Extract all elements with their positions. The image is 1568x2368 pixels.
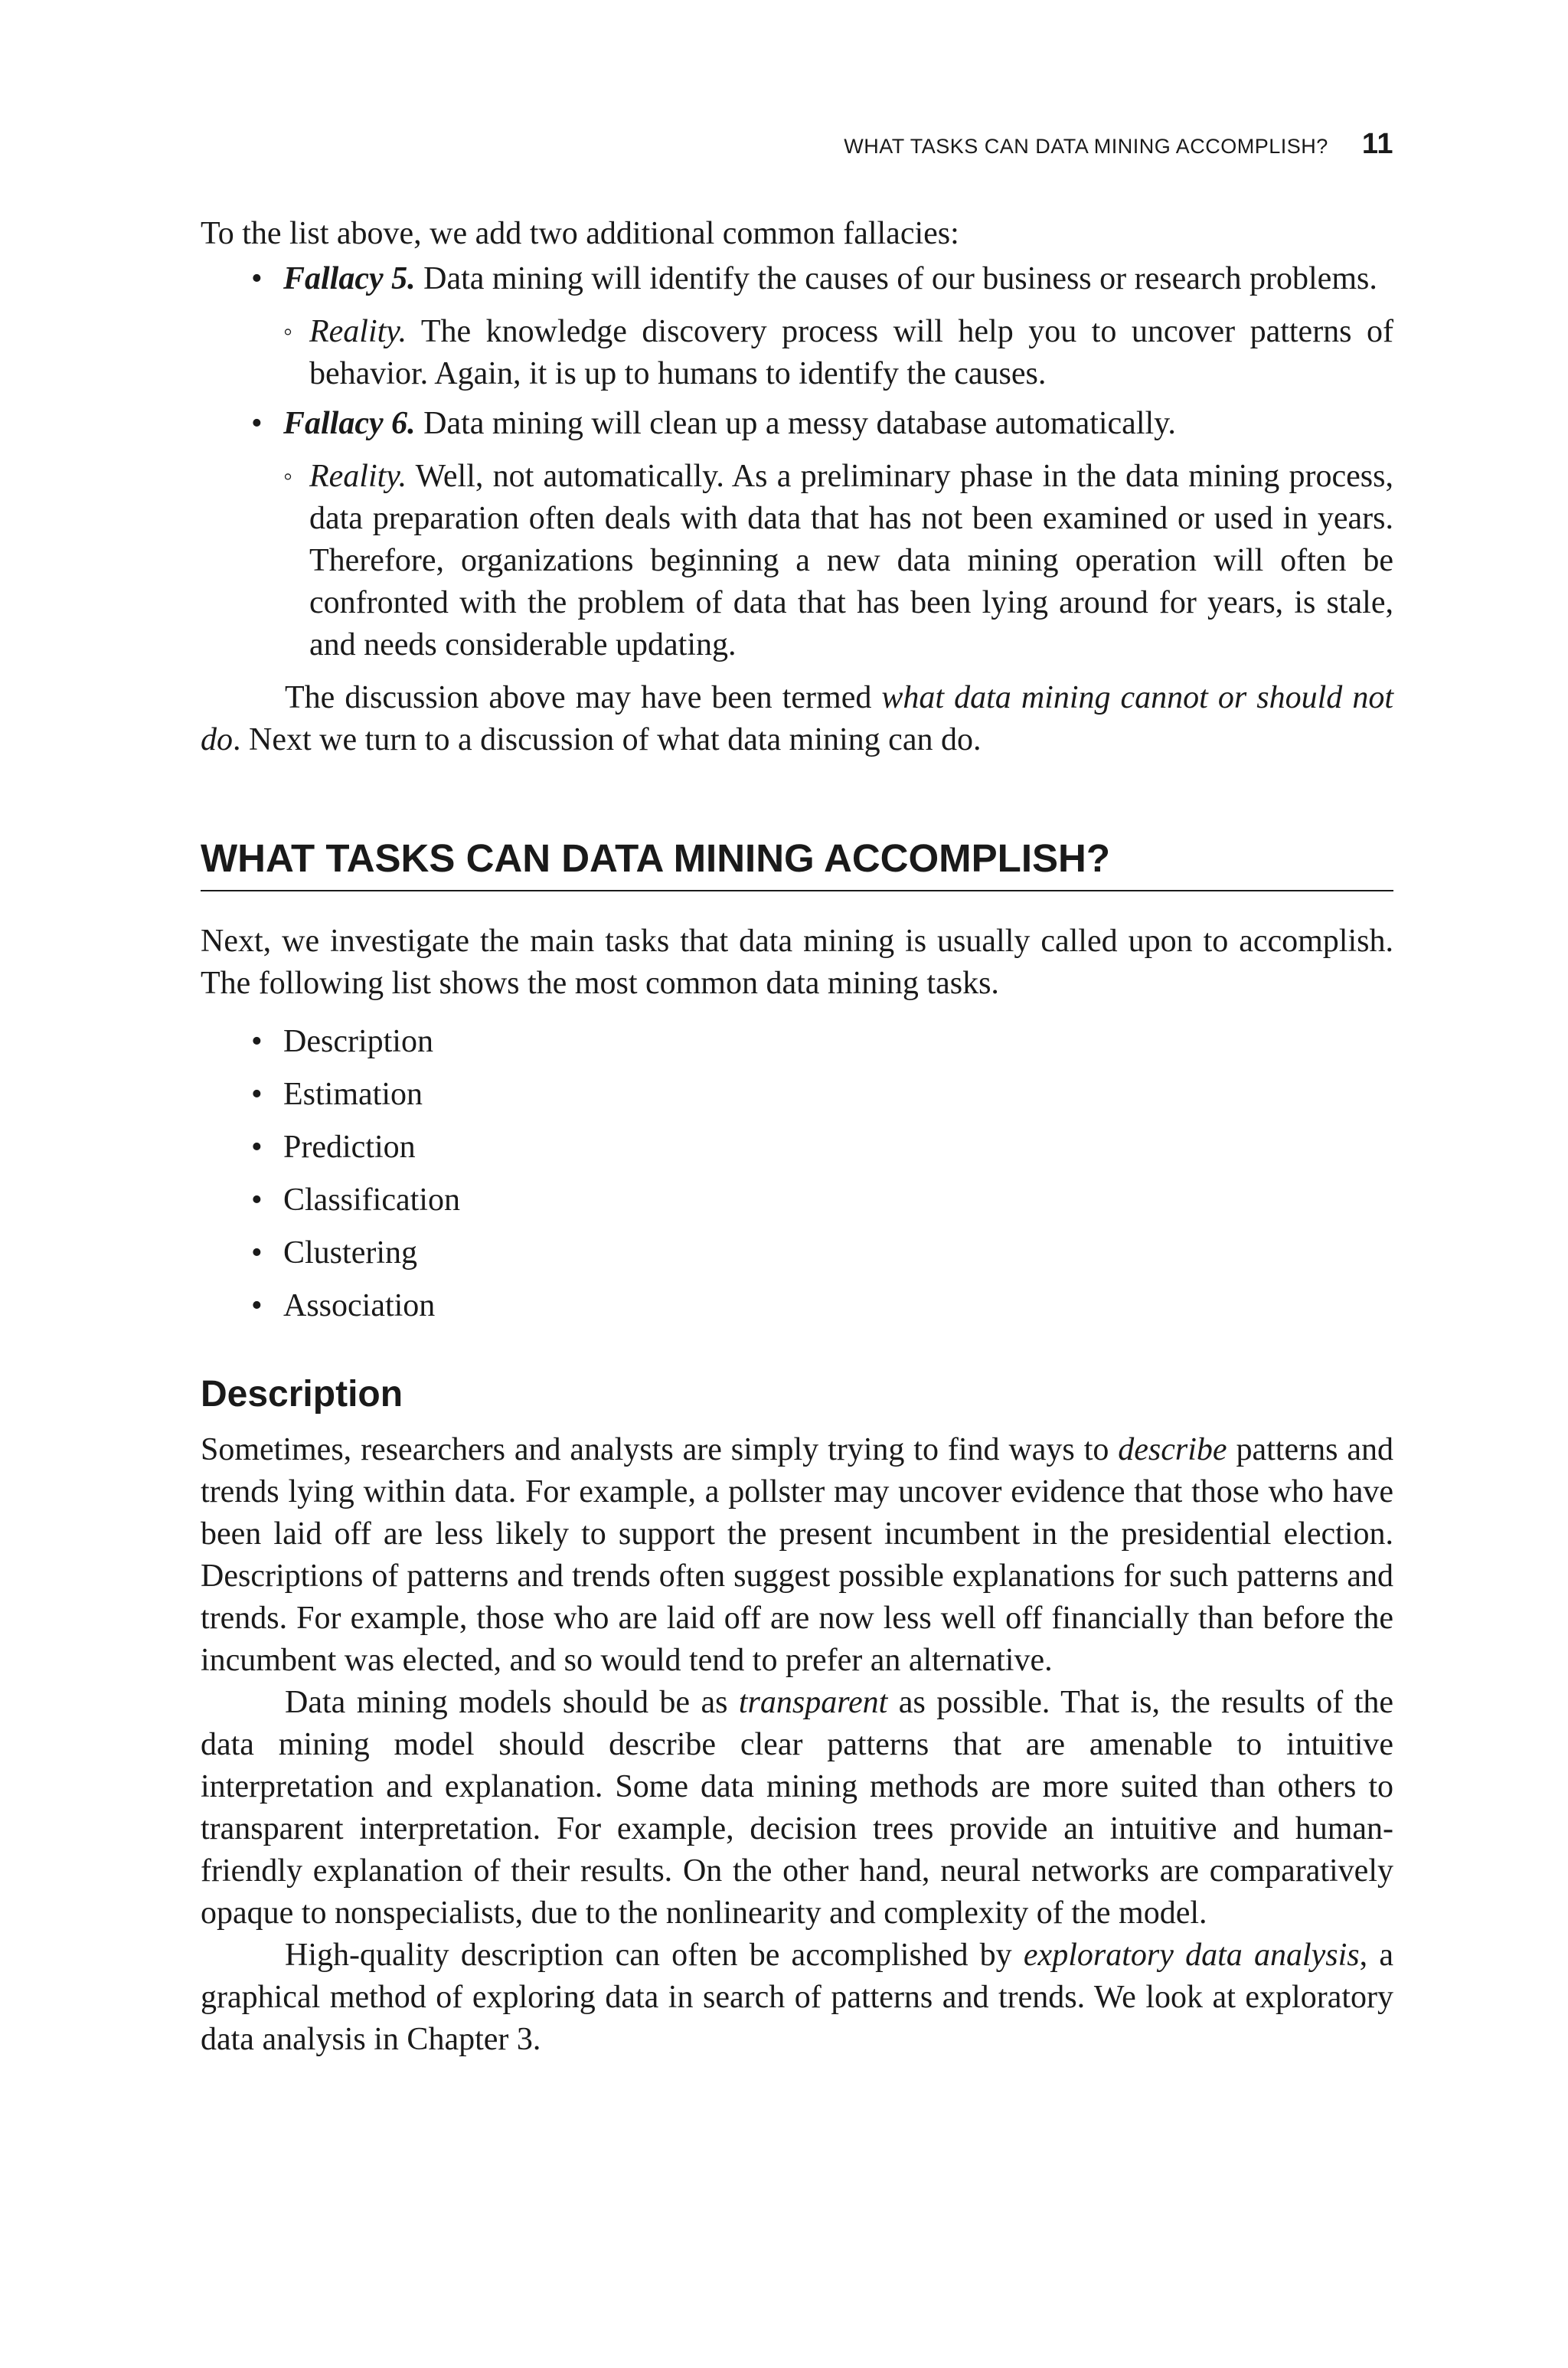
- reality-text: The knowledge discovery process will help you to uncover patterns of behavior. Again, it is up to humans to identify the causes.: [309, 314, 1393, 391]
- reality-text: Well, not automatically. As a preliminary phase in the data mining process, data preparation often deals with data that has not been examined or used in years. Therefore, organizations beginning a new data mining operation will often be confronted with the problem of data that has been lying around for years, is stale, and needs considerable updating.: [309, 459, 1393, 662]
- fallacies-intro: To the list above, we add two additional common fallacies:: [201, 216, 959, 251]
- task-item: • Estimation: [251, 1068, 1393, 1121]
- reality-label: Reality.: [309, 459, 407, 494]
- emphasis-transparent: transparent: [738, 1685, 888, 1720]
- emphasis-describe: describe: [1118, 1432, 1227, 1467]
- discussion-paragraph: The discussion above may have been termed what data mining cannot or should not do. Next we turn to a discussion of what data mining can do.: [201, 680, 1394, 757]
- subsection-heading: Description: [201, 1374, 403, 1415]
- task-list: [251, 1016, 1393, 1333]
- page-number: 11: [1361, 128, 1393, 160]
- task-item: • Clustering: [251, 1227, 1393, 1280]
- fallacy-item: [251, 258, 1393, 395]
- reality-list: [283, 456, 1393, 666]
- fallacy-label: Fallacy 5.: [283, 261, 416, 296]
- task-item: • Prediction: [251, 1121, 1393, 1174]
- reality-list: [283, 311, 1393, 395]
- section-heading: WHAT TASKS CAN DATA MINING ACCOMPLISH?: [201, 833, 1393, 891]
- description-paragraph-1: Sometimes, researchers and analysts are simply trying to find ways to describe patterns and trends lying within data. For example, a pollster may uncover evidence that those who have been laid off are less likely to support the present incumbent in the presidential election. Descriptions of patterns and trends often suggest possible explanations for such patterns and trends. For example, those who are laid off are now less well off financially than before the incumbent was elected, and so would tend to prefer an alternative.: [201, 1432, 1393, 1678]
- running-head-title: WHAT TASKS CAN DATA MINING ACCOMPLISH?: [844, 135, 1328, 158]
- reality-item: [283, 311, 1393, 395]
- running-head: [844, 129, 1393, 162]
- section-intro: Next, we investigate the main tasks that data mining is usually called upon to accomplish. The following list shows the most common data mining tasks.: [201, 924, 1393, 1001]
- fallacy-item: [251, 403, 1393, 666]
- reality-item: [283, 456, 1393, 666]
- task-item: • Association: [251, 1280, 1393, 1333]
- fallacy-label: Fallacy 6.: [283, 406, 416, 441]
- emphasis-eda: exploratory data analysis: [1023, 1938, 1360, 1973]
- task-item: • Description: [251, 1016, 1393, 1068]
- task-item: • Classification: [251, 1174, 1393, 1227]
- description-paragraph-2: Data mining models should be as transparent as possible. That is, the results of the data mining model should describe clear patterns that are amenable to intuitive interpretation and explanation. Some data mining methods are more suited than others to transparent interpretation. For example, decision trees provide an intuitive and human-friendly explanation of their results. On the other hand, neural networks are comparatively opaque to nonspecialists, due to the nonlinearity and complexity of the model.: [201, 1685, 1393, 1931]
- fallacy-text: Data mining will clean up a messy database automatically.: [415, 406, 1176, 441]
- page-body: [201, 213, 1393, 2061]
- fallacy-text: Data mining will identify the causes of our business or research problems.: [415, 261, 1377, 296]
- description-paragraph-3: High-quality description can often be accomplished by exploratory data analysis, a graphical method of exploring data in search of patterns and trends. We look at exploratory data analysis in Chapter 3.: [201, 1938, 1393, 2057]
- reality-label: Reality.: [309, 314, 407, 349]
- discussion-emphasis: what data mining cannot or should not do: [201, 680, 1394, 757]
- fallacy-list: [251, 258, 1393, 666]
